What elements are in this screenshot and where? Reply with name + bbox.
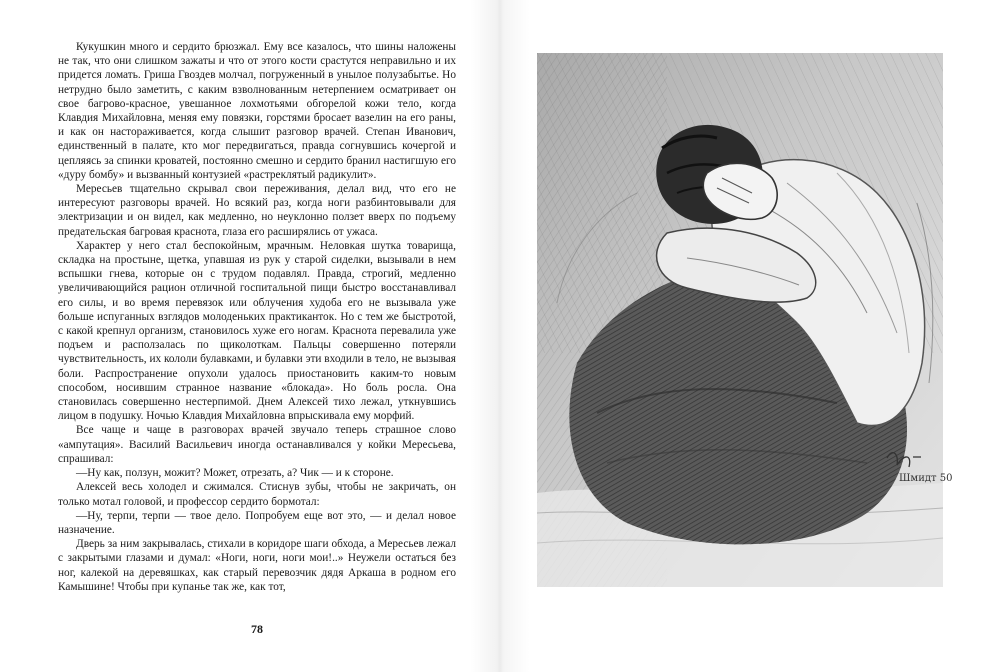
page-number: 78 (251, 622, 263, 636)
paragraph: —Ну как, ползун, можит? Может, отрезать, а? Чик — и к стороне. (76, 467, 394, 480)
paragraph: Алексей весь холодел и сжимался. Стиснув зубы, чтобы не закричать, он только мотал головой, и профессор сердито бормотал: (58, 481, 456, 508)
paragraph: Мересьев тщательно скрывал свои переживания, делал вид, что его не интересуют разговоры врачей. Но всякий раз, когда ноги разбинтовывали для электризации и он видел, как медленно, но неуклонно ползет вверх по подъему предательская багровая краснота, глаза его расширялись от ужаса. (58, 183, 456, 238)
paragraph: Характер у него стал беспокойным, мрачным. Неловкая шутка товарища, складка на простыне, щетка, упавшая из рук у старой сиделки, вызывали в нем вспышки гнева, которые он с трудом подавлял. Правда, строгий, медленно увеличивающийся рацион отличной госпитальной пищи быстро восстанавливал его силы, и во время перевязок или облучения худоба его не вызывала уже больше испуганных взглядов молоденьких практиканток. Но с тем же быстротой, с какой крепнул организм, становилось хуже его ногам. Краснота перевалила уже подъем и расползалась по щиколоткам. Пальцы совершенно потеряли чувствительность, их кололи булавками, и булавки эти входили в тело, не вызывая боли. Распространение опухоли удалось приостановить каким-то новым способом, носившим странное название «блокада». Но боль росла. Она становилась совершенно нестерпимой. Днем Алексей тихо лежал, уткнувшись лицом в подушку. Ночью Клавдия Михайловна впрыскивала ему морфий. (58, 239, 456, 423)
sketch-of-hunched-figure (537, 53, 953, 587)
book-gutter (470, 0, 530, 672)
paragraph: —Ну, терпи, терпи — твое дело. Попробуем еще вот это, — и делал новое назначение. (58, 509, 456, 536)
text-column (58, 40, 456, 594)
paragraph: Все чаще и чаще в разговорах врачей звучало теперь страшное слово «ампутация». Василий Васильевич иногда останавливался у койки Мересьева, спрашивал: (58, 424, 456, 465)
paragraph: Дверь за ним закрывалась, стихали в коридоре шаги обхода, а Мересьев лежал с закрытыми глазами и думал: «Ноги, ноги, ноги мои!..» Неужели остаться без ног, калекой на деревяшках, как старый перевозчик дядя Аркаша в родном его Камышине! Чтобы при купанье так же, как тот, (58, 538, 456, 593)
left-page (58, 40, 456, 640)
signature-text: Шмидт 50 (899, 473, 953, 484)
pencil-illustration (537, 53, 953, 587)
paragraph: Кукушкин много и сердито брюзжал. Ему все казалось, что шины наложены не так, что они слишком зажаты и что от этого кости срастутся неправильно и их придется ломать. Гриша Гвоздев молчал, погруженный в унылое полузабытье. Но нетрудно было заметить, с каким взволнованным нетерпением осматривает он свое багрово-красное, увешанное лохмотьями обгорелой кожи тело, когда Клавдия Михайловна, меняя ему повязки, горстями бросает вазелин на его раны, и как он настораживается, когда слышит разговор врачей. Степан Иванович, единственный в палате, кто мог передвигаться, правда согнувшись кочергой и цепляясь за спинки кроватей, постоянно смешно и сердито бранил настигшую его «дуру бомбу» и вызванный контузией «растреклятый радикулит». (58, 41, 456, 181)
